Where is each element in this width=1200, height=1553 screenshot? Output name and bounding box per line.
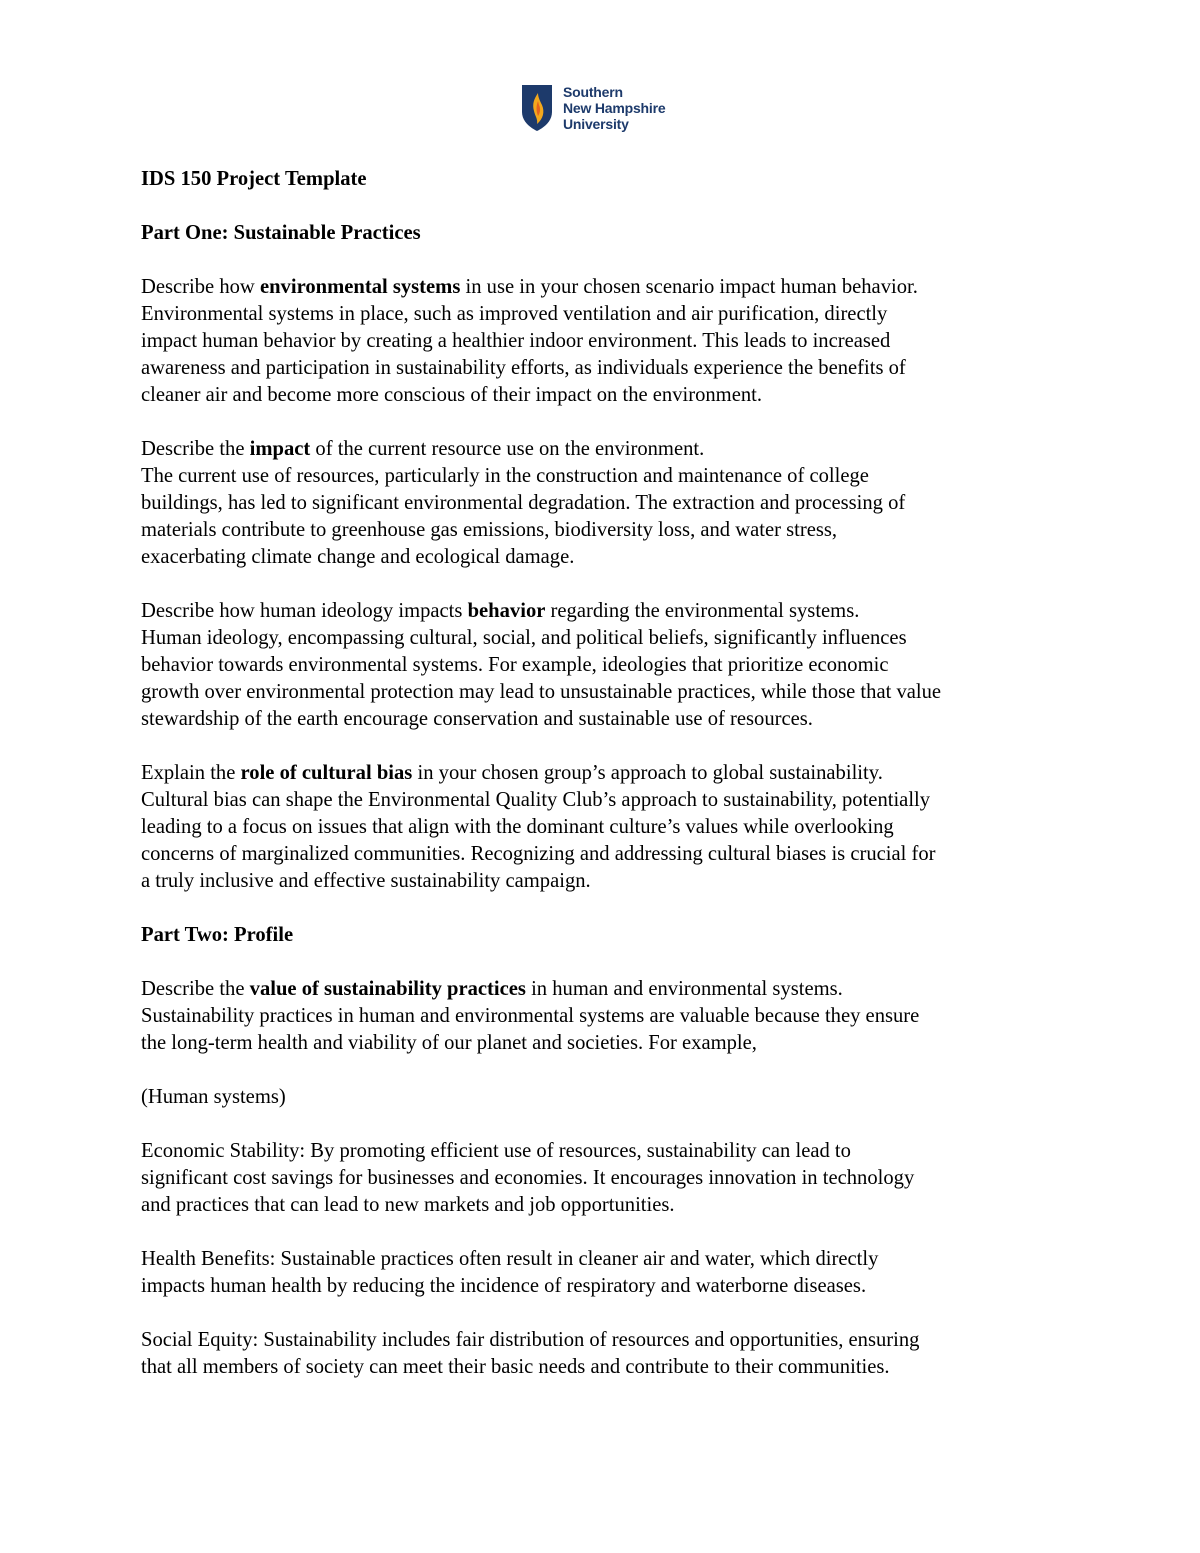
paragraph-line: Social Equity: Sustainability includes fair distribution of resources and opportunities, ensuring xyxy=(141,1329,920,1351)
logo-line-2: New Hampshire xyxy=(563,100,666,116)
part-one-q2 xyxy=(141,436,1071,571)
paragraph-line: and practices that can lead to new markets and job opportunities. xyxy=(141,1194,675,1216)
question-prompt: Explain the role of cultural bias in your chosen group’s approach to global sustainability. xyxy=(141,762,883,784)
answer-line: Cultural bias can shape the Environmental Quality Club’s approach to sustainability, potentially xyxy=(141,789,931,811)
human-systems-label: (Human systems) xyxy=(141,1086,286,1108)
health-benefits-paragraph xyxy=(141,1246,1071,1300)
document-title: IDS 150 Project Template xyxy=(141,168,367,190)
answer-line: behavior towards environmental systems. For example, ideologies that prioritize economic xyxy=(141,654,889,676)
paragraph-line: that all members of society can meet their basic needs and contribute to their communities. xyxy=(141,1356,890,1378)
answer-line: stewardship of the earth encourage conservation and sustainable use of resources. xyxy=(141,708,813,730)
economic-stability-paragraph xyxy=(141,1138,1071,1219)
logo-line-3: University xyxy=(563,116,629,132)
answer-line: impact human behavior by creating a healthier indoor environment. This leads to increased xyxy=(141,330,891,352)
answer-line: buildings, has led to significant environmental degradation. The extraction and processing of xyxy=(141,492,906,514)
answer-line: Human ideology, encompassing cultural, social, and political beliefs, significantly influences xyxy=(141,627,907,649)
question-prompt: Describe how environmental systems in use in your chosen scenario impact human behavior. xyxy=(141,276,918,298)
answer-line: materials contribute to greenhouse gas emissions, biodiversity loss, and water stress, xyxy=(141,519,838,541)
social-equity-paragraph xyxy=(141,1327,1071,1381)
flame-shield-icon xyxy=(521,84,553,132)
answer-line: concerns of marginalized communities. Recognizing and addressing cultural biases is crucial for xyxy=(141,843,936,865)
part-one-q1 xyxy=(141,274,1071,409)
answer-line: a truly inclusive and effective sustainability campaign. xyxy=(141,870,591,892)
part-one-heading: Part One: Sustainable Practices xyxy=(141,222,421,244)
paragraph-line: significant cost savings for businesses and economies. It encourages innovation in technology xyxy=(141,1167,915,1189)
paragraph-line: Economic Stability: By promoting efficient use of resources, sustainability can lead to xyxy=(141,1140,851,1162)
logo-line-1: Southern xyxy=(563,84,623,100)
question-prompt: Describe how human ideology impacts behavior regarding the environmental systems. xyxy=(141,600,860,622)
document-body xyxy=(141,166,1071,1408)
answer-line: Sustainability practices in human and environmental systems are valuable because they ensure xyxy=(141,1005,920,1027)
answer-line: Environmental systems in place, such as improved ventilation and air purification, directly xyxy=(141,303,888,325)
university-logo xyxy=(521,84,665,132)
answer-line: the long-term health and viability of our planet and societies. For example, xyxy=(141,1032,757,1054)
answer-line: The current use of resources, particularly in the construction and maintenance of college xyxy=(141,465,869,487)
part-two-q1 xyxy=(141,976,1071,1057)
question-prompt: Describe the impact of the current resource use on the environment. xyxy=(141,438,705,460)
answer-line: awareness and participation in sustainability efforts, as individuals experience the benefits of xyxy=(141,357,906,379)
logo-wordmark xyxy=(563,84,665,132)
answer-line: exacerbating climate change and ecological damage. xyxy=(141,546,575,568)
paragraph-line: impacts human health by reducing the incidence of respiratory and waterborne diseases. xyxy=(141,1275,867,1297)
part-one-q4 xyxy=(141,760,1071,895)
paragraph-line: Health Benefits: Sustainable practices often result in cleaner air and water, which directly xyxy=(141,1248,879,1270)
question-prompt: Describe the value of sustainability practices in human and environmental systems. xyxy=(141,978,843,1000)
part-two-heading: Part Two: Profile xyxy=(141,924,294,946)
answer-line: growth over environmental protection may lead to unsustainable practices, while those that value xyxy=(141,681,942,703)
answer-line: cleaner air and become more conscious of their impact on the environment. xyxy=(141,384,763,406)
answer-line: leading to a focus on issues that align with the dominant culture’s values while overlooking xyxy=(141,816,894,838)
part-one-q3 xyxy=(141,598,1071,733)
